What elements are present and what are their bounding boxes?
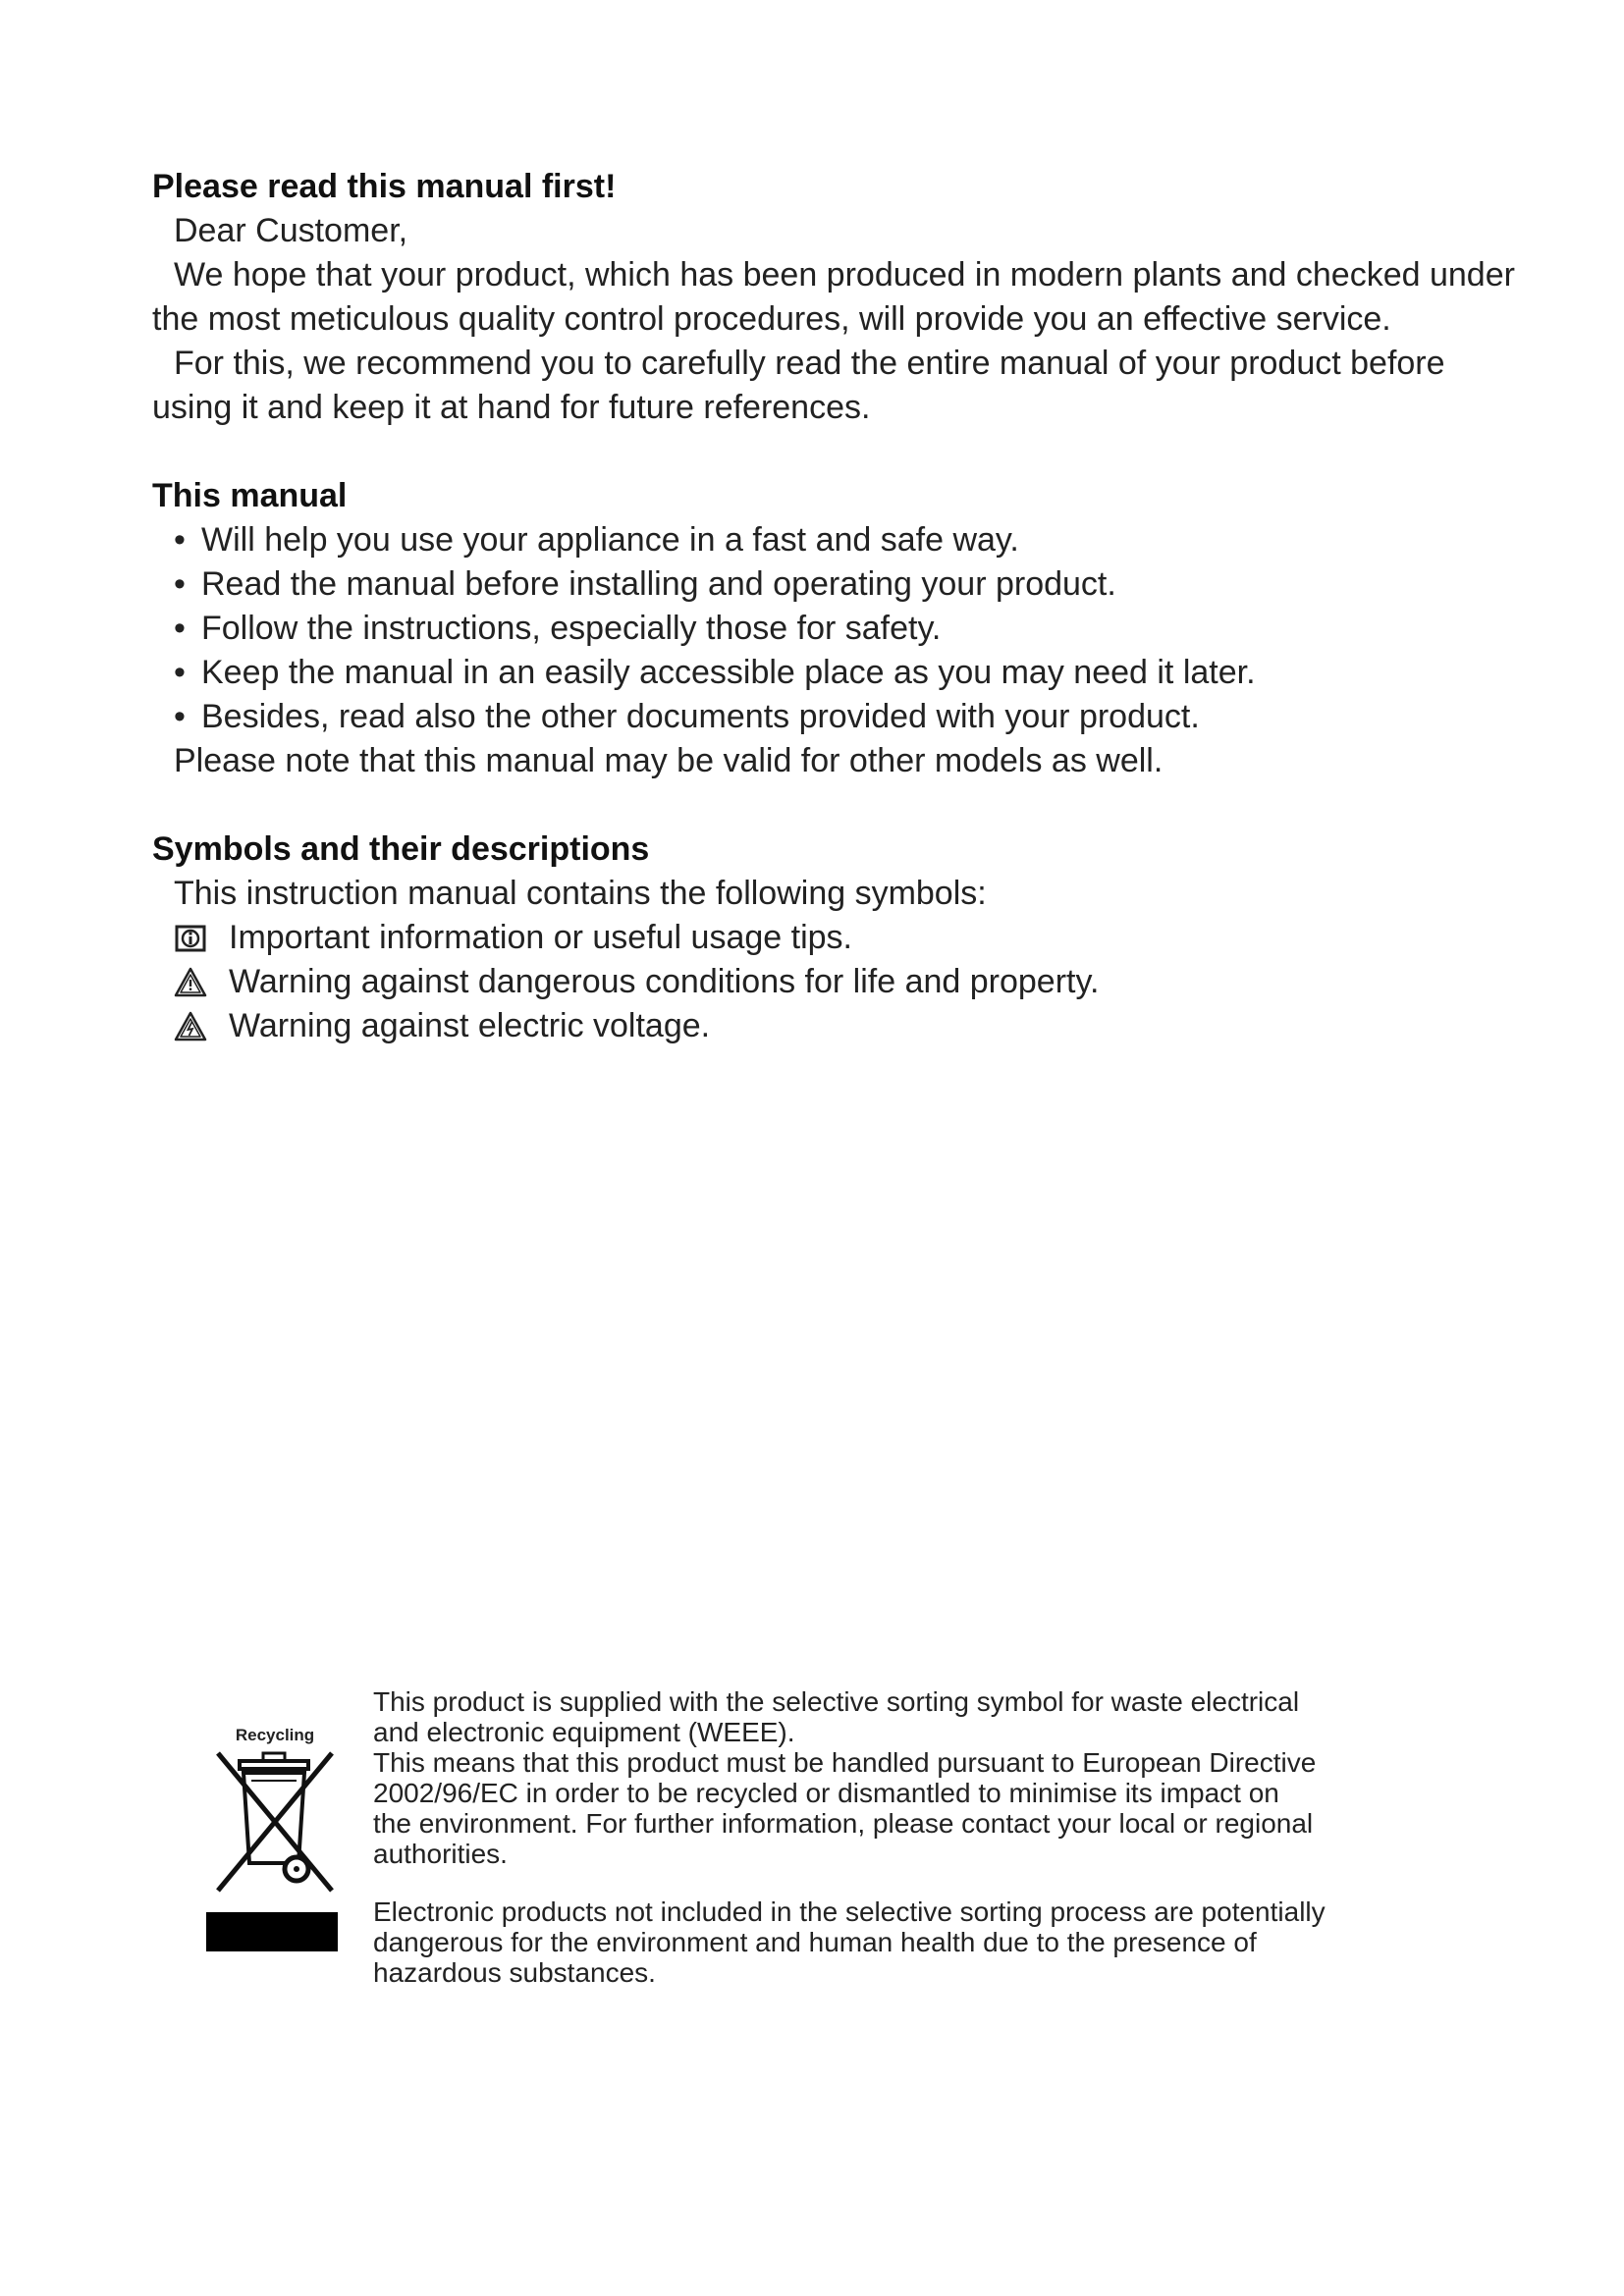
symbol-row-warning	[152, 960, 1527, 1004]
list-item: • Besides, read also the other documents provided with your product.	[174, 698, 1200, 735]
weee-text	[373, 1686, 1473, 1988]
weee-line: 2002/96/EC in order to be recycled or dismantled to minimise its impact on	[373, 1778, 1279, 1808]
weee-logo	[206, 1726, 344, 1951]
list-item: • Follow the instructions, especially those for safety.	[174, 610, 942, 647]
black-bar	[206, 1912, 338, 1951]
weee-line: This product is supplied with the selective sorting symbol for waste electrical	[373, 1686, 1300, 1717]
symbol-row-electric	[152, 1004, 1527, 1048]
symbol-text-warning: Warning against dangerous conditions for life and property.	[229, 963, 1100, 1000]
recycling-label: Recycling	[235, 1726, 315, 1744]
warning-icon	[174, 966, 207, 999]
symbols-section	[152, 828, 1527, 1048]
weee-line: authorities.	[373, 1839, 508, 1869]
symbols-heading: Symbols and their descriptions	[152, 830, 650, 868]
intro-paragraph-1: We hope that your product, which has been produced in modern plants and checked under the most meticulous quality control procedures, will provide you an effective service.	[152, 256, 1515, 338]
info-icon	[174, 922, 207, 955]
manual-page	[152, 165, 1527, 1093]
manual-bullet-list	[152, 518, 1527, 739]
symbol-row-info	[152, 916, 1527, 960]
weee-line: and electronic equipment (WEEE).	[373, 1717, 795, 1747]
weee-line: dangerous for the environment and human health due to the presence of	[373, 1927, 1257, 1957]
list-item: • Read the manual before installing and operating your product.	[174, 565, 1116, 603]
weee-line: the environment. For further information, please contact your local or regional	[373, 1808, 1314, 1839]
weee-line: This means that this product must be handled pursuant to European Directive	[373, 1747, 1317, 1778]
manual-note: Please note that this manual may be valid for other models as well.	[174, 742, 1164, 779]
list-item: • Keep the manual in an easily accessible place as you may need it later.	[174, 654, 1256, 691]
intro-paragraph-2: For this, we recommend you to carefully read the entire manual of your product before using it and keep it at hand for future references.	[152, 345, 1445, 426]
symbol-text-info: Important information or useful usage tips.	[229, 919, 852, 956]
manual-heading: This manual	[152, 477, 348, 514]
intro-section	[152, 165, 1527, 430]
electric-warning-icon	[174, 1010, 207, 1043]
manual-section	[152, 474, 1527, 783]
symbol-text-electric: Warning against electric voltage.	[229, 1007, 711, 1044]
weee-line: Electronic products not included in the selective sorting process are potentially	[373, 1896, 1326, 1927]
symbols-intro: This instruction manual contains the following symbols:	[174, 875, 987, 912]
salutation: Dear Customer,	[174, 212, 408, 249]
crossed-bin-icon	[210, 1747, 340, 1895]
weee-line: hazardous substances.	[373, 1957, 656, 1988]
list-item: • Will help you use your appliance in a fast and safe way.	[174, 521, 1019, 559]
intro-heading: Please read this manual first!	[152, 168, 617, 205]
